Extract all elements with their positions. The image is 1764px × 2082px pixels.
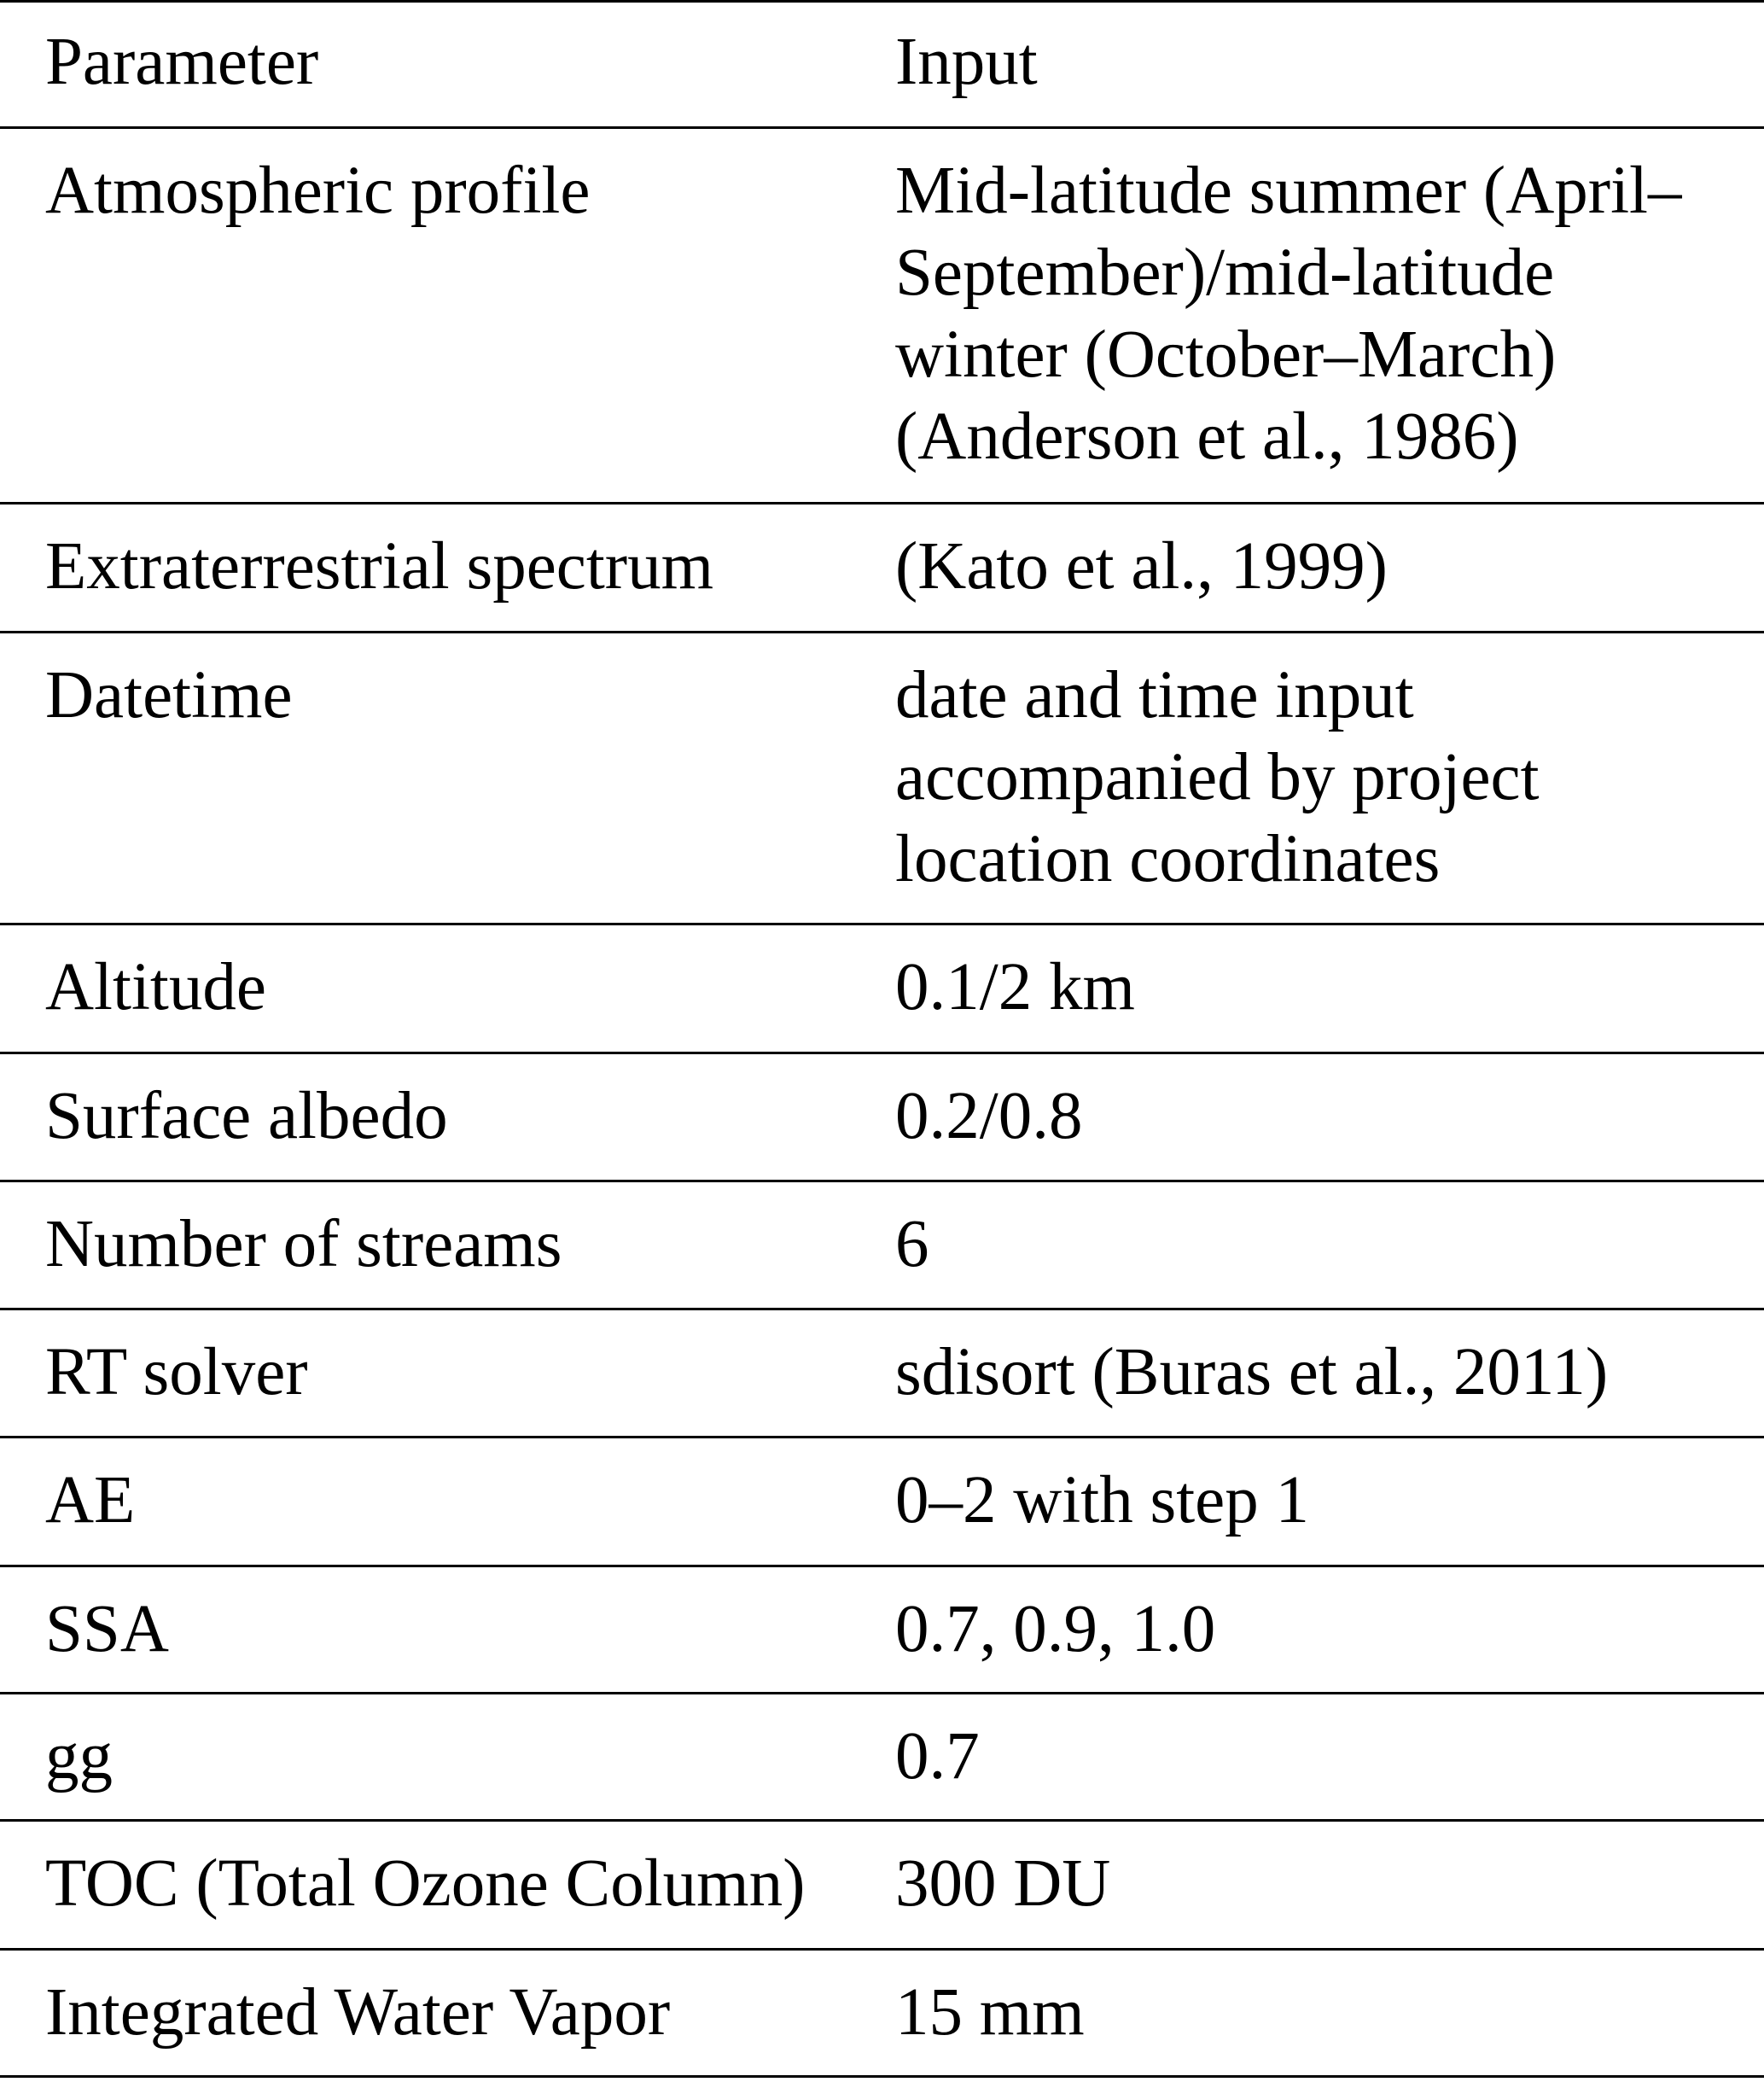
- input-line: 0.1/2 km: [895, 950, 1135, 1024]
- header-parameter: Parameter: [45, 25, 319, 99]
- parameter-cell: Altitude: [45, 950, 266, 1024]
- input-cell: [850, 129, 1764, 502]
- parameter-cell: Number of streams: [45, 1207, 562, 1281]
- table-row: [0, 1567, 1764, 1694]
- input-line: sdisort (Buras et al., 2011): [895, 1335, 1609, 1409]
- input-cell: [850, 1438, 1764, 1565]
- parameter-cell: SSA: [45, 1592, 169, 1666]
- input-cell: [850, 633, 1764, 923]
- table-row: [0, 1054, 1764, 1182]
- table-row: [0, 1822, 1764, 1951]
- input-line: date and time input: [895, 658, 1414, 732]
- input-cell: [850, 1694, 1764, 1819]
- input-line: Mid-latitude summer (April–: [895, 154, 1682, 228]
- input-line: 0.2/0.8: [895, 1079, 1083, 1153]
- input-cell: [850, 925, 1764, 1052]
- parameter-cell: AE: [45, 1463, 136, 1537]
- table-row: [0, 504, 1764, 633]
- input-line: (Anderson et al., 1986): [895, 399, 1519, 474]
- input-line: 0–2 with step 1: [895, 1463, 1309, 1537]
- table-row: [0, 1310, 1764, 1438]
- input-cell: [850, 504, 1764, 631]
- table-row: [0, 1951, 1764, 2078]
- table-row: [0, 129, 1764, 504]
- input-cell: [850, 1182, 1764, 1308]
- input-line: 0.7: [895, 1719, 980, 1793]
- table-row: [0, 633, 1764, 925]
- parameter-cell: Datetime: [45, 658, 293, 732]
- parameter-cell: Atmospheric profile: [45, 154, 591, 228]
- input-line: 300 DU: [895, 1846, 1111, 1921]
- parameter-cell: Surface albedo: [45, 1079, 448, 1153]
- input-cell: [850, 1567, 1764, 1692]
- parameter-cell: RT solver: [45, 1335, 308, 1409]
- input-cell: [850, 1054, 1764, 1180]
- input-line: accompanied by project: [895, 740, 1540, 814]
- input-line: 15 mm: [895, 1975, 1085, 2050]
- input-line: location coordinates: [895, 822, 1441, 896]
- table-row: [0, 925, 1764, 1054]
- input-cell: [850, 1951, 1764, 2075]
- input-line: winter (October–March): [895, 318, 1557, 392]
- parameter-cell: gg: [45, 1719, 113, 1793]
- input-cell: [850, 1310, 1764, 1436]
- table-row: [0, 1438, 1764, 1567]
- table-row: [0, 1694, 1764, 1822]
- header-input: Input: [895, 25, 1038, 99]
- parameter-cell: Extraterrestrial spectrum: [45, 529, 714, 604]
- input-cell: [850, 1822, 1764, 1948]
- input-line: September)/mid-latitude: [895, 236, 1555, 310]
- input-line: 6: [895, 1207, 929, 1281]
- input-line: (Kato et al., 1999): [895, 529, 1388, 604]
- table-header: [0, 0, 1764, 129]
- table-row: [0, 1182, 1764, 1310]
- parameter-cell: TOC (Total Ozone Column): [45, 1846, 806, 1921]
- input-line: 0.7, 0.9, 1.0: [895, 1592, 1216, 1666]
- parameter-cell: Integrated Water Vapor: [45, 1975, 671, 2050]
